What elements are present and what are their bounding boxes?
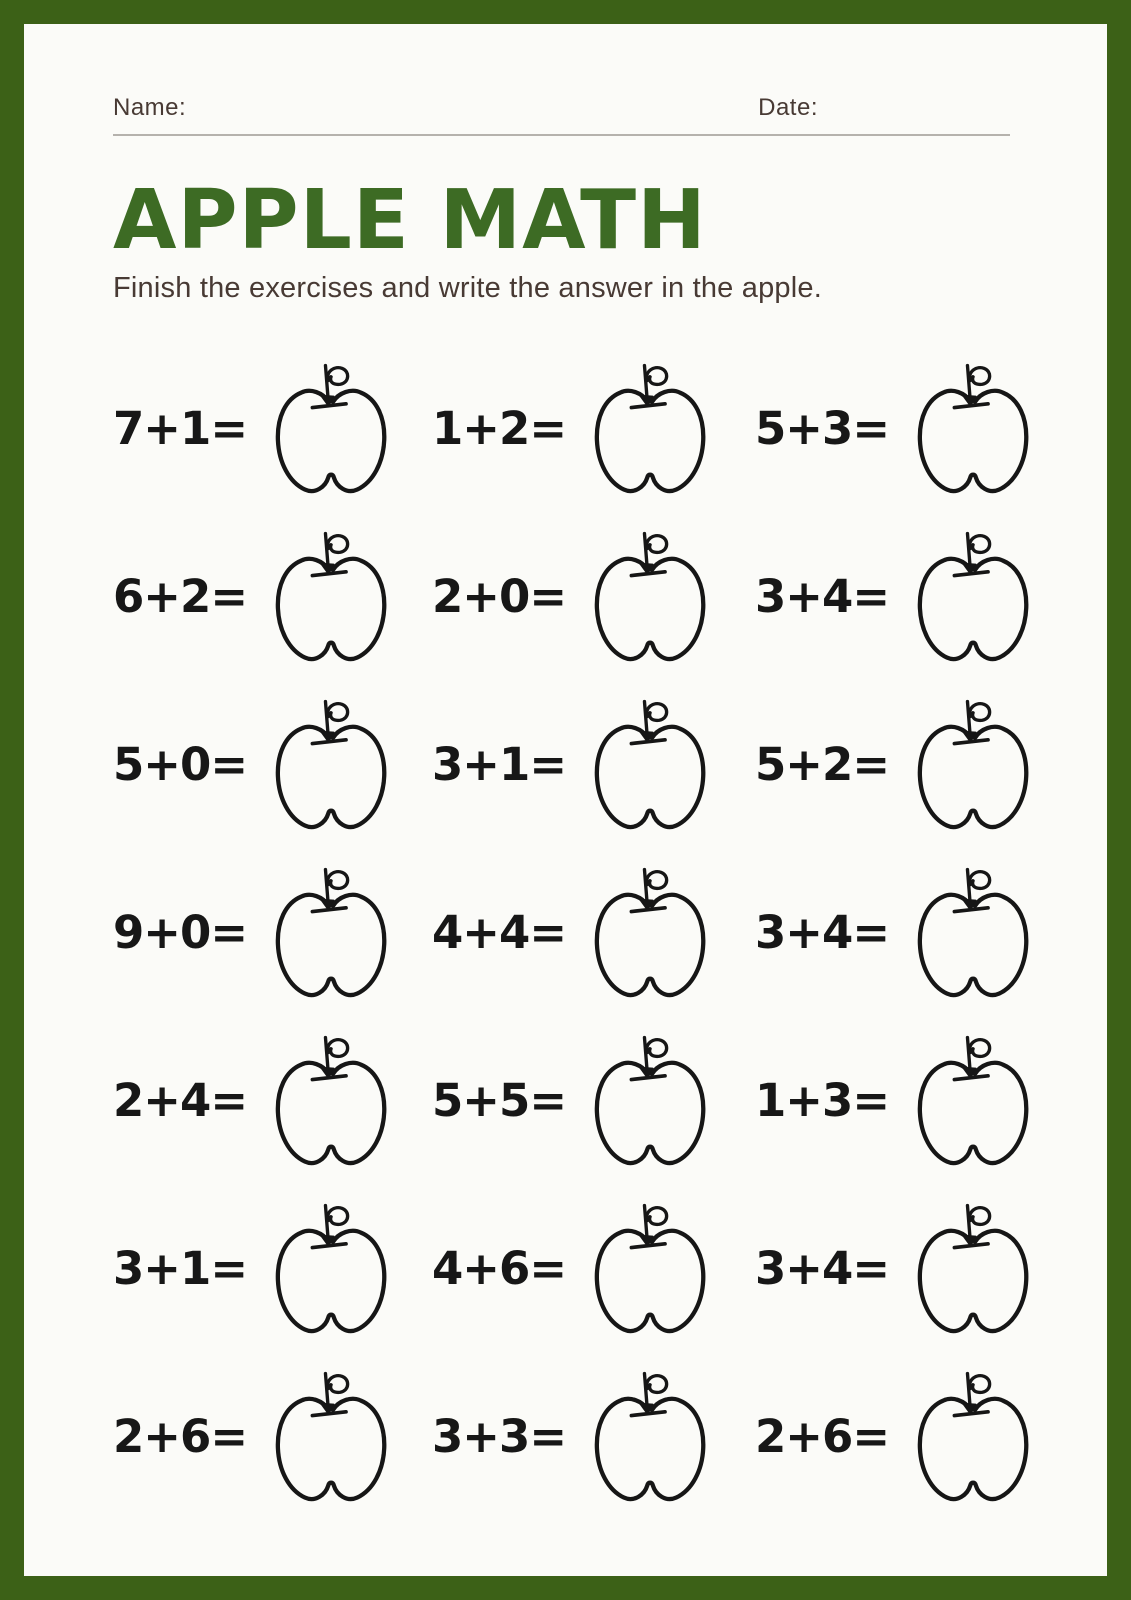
apple-outline-icon xyxy=(590,1032,712,1170)
problem-cell xyxy=(755,696,1107,834)
apple-outline-icon xyxy=(913,696,1035,834)
problem-cell xyxy=(755,864,1107,1002)
problem-cell xyxy=(432,1200,755,1338)
problem-text: 5+5= xyxy=(432,1074,567,1128)
apple-outline-icon xyxy=(913,528,1035,666)
apple-outline-icon xyxy=(590,360,712,498)
problem-text: 4+4= xyxy=(432,906,567,960)
problem-text: 1+3= xyxy=(755,1074,890,1128)
problem-text: 7+1= xyxy=(113,402,248,456)
problem-cell xyxy=(432,528,755,666)
problem-cell xyxy=(432,1032,755,1170)
apple-outline-icon xyxy=(590,1200,712,1338)
apple-outline-icon xyxy=(590,864,712,1002)
instructions-text: Finish the exercises and write the answer in the apple. xyxy=(113,271,822,304)
problem-cell xyxy=(755,360,1107,498)
problem-text: 5+3= xyxy=(755,402,890,456)
problem-cell xyxy=(432,864,755,1002)
problem-text: 3+3= xyxy=(432,1410,567,1464)
apple-outline-icon xyxy=(271,528,393,666)
apple-outline-icon xyxy=(913,1200,1035,1338)
name-label: Name: xyxy=(113,94,187,121)
problem-cell xyxy=(432,360,755,498)
apple-outline-icon xyxy=(913,1368,1035,1506)
date-label: Date: xyxy=(758,94,818,121)
problem-cell xyxy=(755,1200,1107,1338)
problem-cell xyxy=(432,1368,755,1506)
apple-outline-icon xyxy=(271,696,393,834)
apple-outline-icon xyxy=(590,528,712,666)
problem-text: 1+2= xyxy=(432,402,567,456)
header-divider xyxy=(113,134,1010,136)
page-title: APPLE MATH xyxy=(113,173,707,268)
problem-text: 2+6= xyxy=(113,1410,248,1464)
problem-cell xyxy=(755,1032,1107,1170)
problem-text: 2+4= xyxy=(113,1074,248,1128)
problem-text: 3+4= xyxy=(755,570,890,624)
problem-text: 3+4= xyxy=(755,906,890,960)
problem-cell xyxy=(755,528,1107,666)
problem-cell xyxy=(113,1368,432,1506)
problem-text: 5+0= xyxy=(113,738,248,792)
problem-text: 6+2= xyxy=(113,570,248,624)
apple-outline-icon xyxy=(271,360,393,498)
problem-cell xyxy=(113,1032,432,1170)
name-date-row xyxy=(113,94,1010,122)
apple-outline-icon xyxy=(271,1032,393,1170)
apple-outline-icon xyxy=(913,360,1035,498)
apple-outline-icon xyxy=(271,864,393,1002)
problem-text: 3+1= xyxy=(432,738,567,792)
problem-cell xyxy=(113,696,432,834)
problem-text: 5+2= xyxy=(755,738,890,792)
apple-outline-icon xyxy=(590,1368,712,1506)
problem-cell xyxy=(113,864,432,1002)
apple-outline-icon xyxy=(590,696,712,834)
problem-cell xyxy=(113,1200,432,1338)
problem-text: 4+6= xyxy=(432,1242,567,1296)
problem-text: 3+1= xyxy=(113,1242,248,1296)
problem-text: 3+4= xyxy=(755,1242,890,1296)
problem-text: 2+0= xyxy=(432,570,567,624)
problem-cell xyxy=(432,696,755,834)
problem-text: 2+6= xyxy=(755,1410,890,1464)
problems-grid xyxy=(113,345,1107,1521)
problem-cell xyxy=(113,360,432,498)
problem-cell xyxy=(755,1368,1107,1506)
problem-cell xyxy=(113,528,432,666)
apple-outline-icon xyxy=(913,864,1035,1002)
page-content xyxy=(24,24,1107,1521)
problem-text: 9+0= xyxy=(113,906,248,960)
apple-outline-icon xyxy=(271,1200,393,1338)
apple-outline-icon xyxy=(271,1368,393,1506)
apple-outline-icon xyxy=(913,1032,1035,1170)
